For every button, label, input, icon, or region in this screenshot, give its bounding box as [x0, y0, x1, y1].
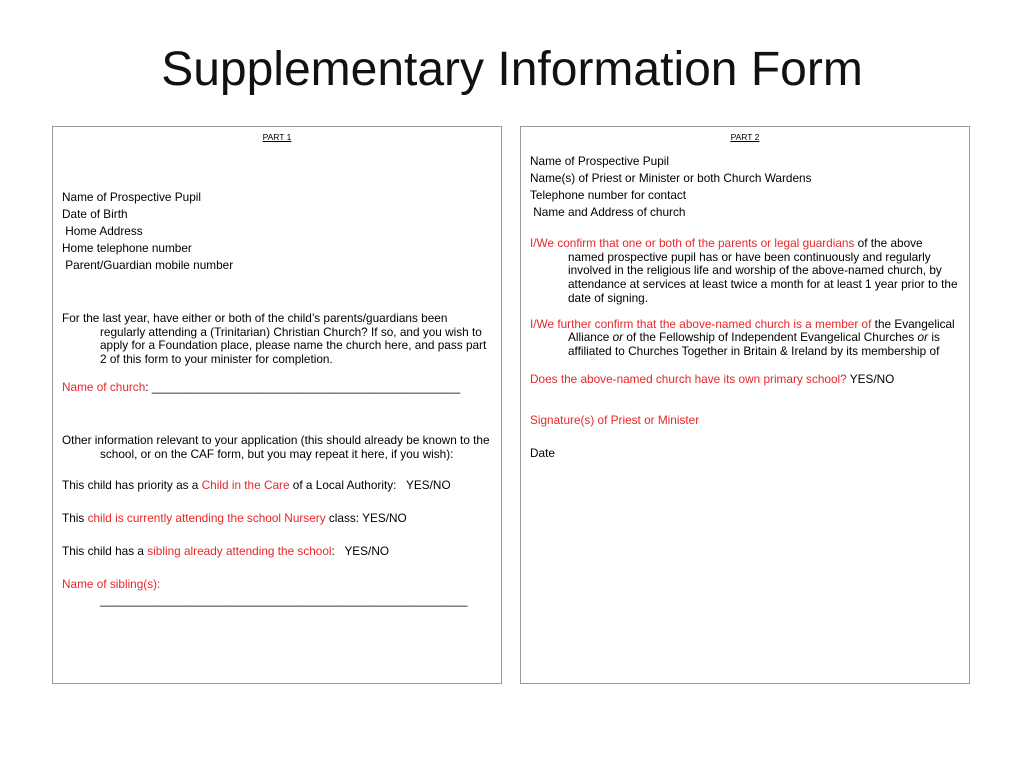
part1-label: PART 1 — [262, 132, 292, 142]
care-highlight: Child in the Care — [201, 478, 290, 493]
confirm-membership-highlight: I/We further confirm that the above-named church is a member of — [530, 316, 872, 331]
sibling-question: This child has a sibling already attending the school: YES/NO — [62, 544, 390, 559]
signature-label: Signature(s) of Priest or Minister — [530, 412, 700, 427]
part2-panel — [520, 126, 970, 684]
field-telephone-contact: Telephone number for contact — [530, 188, 687, 202]
primary-school-question: Does the above-named church have its own primary school? YES/NO — [530, 371, 895, 386]
nursery-highlight: child is currently attending the school Nursery — [87, 511, 326, 526]
sibling-highlight: sibling already attending the school — [147, 544, 332, 559]
part2-label: PART 2 — [730, 132, 760, 142]
field-priest-names: Name(s) of Priest or Minister or both Church Wardens — [530, 171, 812, 185]
care-question: This child has priority as a Child in the Care of a Local Authority: YES/NO — [62, 478, 451, 493]
page-title: Supplementary Information Form — [161, 43, 863, 96]
church-attendance-question: For the last year, have either or both of the child’s parents/guardians been regularly attending a (Trinitarian) Christian Church? If so, and you wish to apply for a Foundation place, please name the church here, and pass part 2 of this form to your minister for completion. — [62, 311, 487, 367]
field-date-of-birth: Date of Birth — [62, 207, 128, 221]
primary-school-highlight: Does the above-named church have its own primary school? — [530, 371, 847, 386]
part1-content — [62, 189, 493, 608]
part2-content — [530, 153, 961, 462]
field-parent-mobile: Parent/Guardian mobile number — [62, 258, 234, 272]
field-home-telephone: Home telephone number — [62, 241, 192, 255]
nursery-question: This child is currently attending the school Nursery class: YES/NO — [62, 511, 407, 526]
field-home-address: Home Address — [62, 224, 143, 238]
field-church-address: Name and Address of church — [530, 205, 686, 219]
name-of-church-field[interactable] — [62, 379, 493, 396]
sibling-names-blank[interactable]: ________________________________________________________ — [100, 593, 468, 608]
confirm-involvement-statement: I/We confirm that one or both of the parents or legal guardians of the above named prospective pupil has or have been continuously and regularly involved in the religious life and worship of the above-named church, by attendance at services at least twice a month for at least 1 year prior to the date of signing. — [530, 236, 958, 305]
part1-panel — [52, 126, 502, 684]
sibling-names-label: Name of sibling(s): — [62, 577, 161, 592]
field-pupil-name: Name of Prospective Pupil — [62, 190, 202, 204]
confirm-membership-statement: I/We further confirm that the above-named church is a member of the Evangelical Alliance or of the Fellowship of Independent Evangelical Churches or is affiliated to Churches Together in Britain & Ireland by its membership of — [530, 316, 955, 358]
confirm-involvement-highlight: I/We confirm that one or both of the parents or legal guardians — [530, 236, 855, 250]
other-information-text: Other information relevant to your application (this should already be known to the school, or on the CAF form, but you may repeat it here, if you wish): — [62, 432, 490, 461]
date-label: Date — [530, 445, 555, 460]
field-pupil-name: Name of Prospective Pupil — [530, 154, 670, 168]
name-of-church-blank: : _______________________________________________ — [145, 379, 461, 394]
name-of-church-label: Name of church — [62, 379, 146, 394]
